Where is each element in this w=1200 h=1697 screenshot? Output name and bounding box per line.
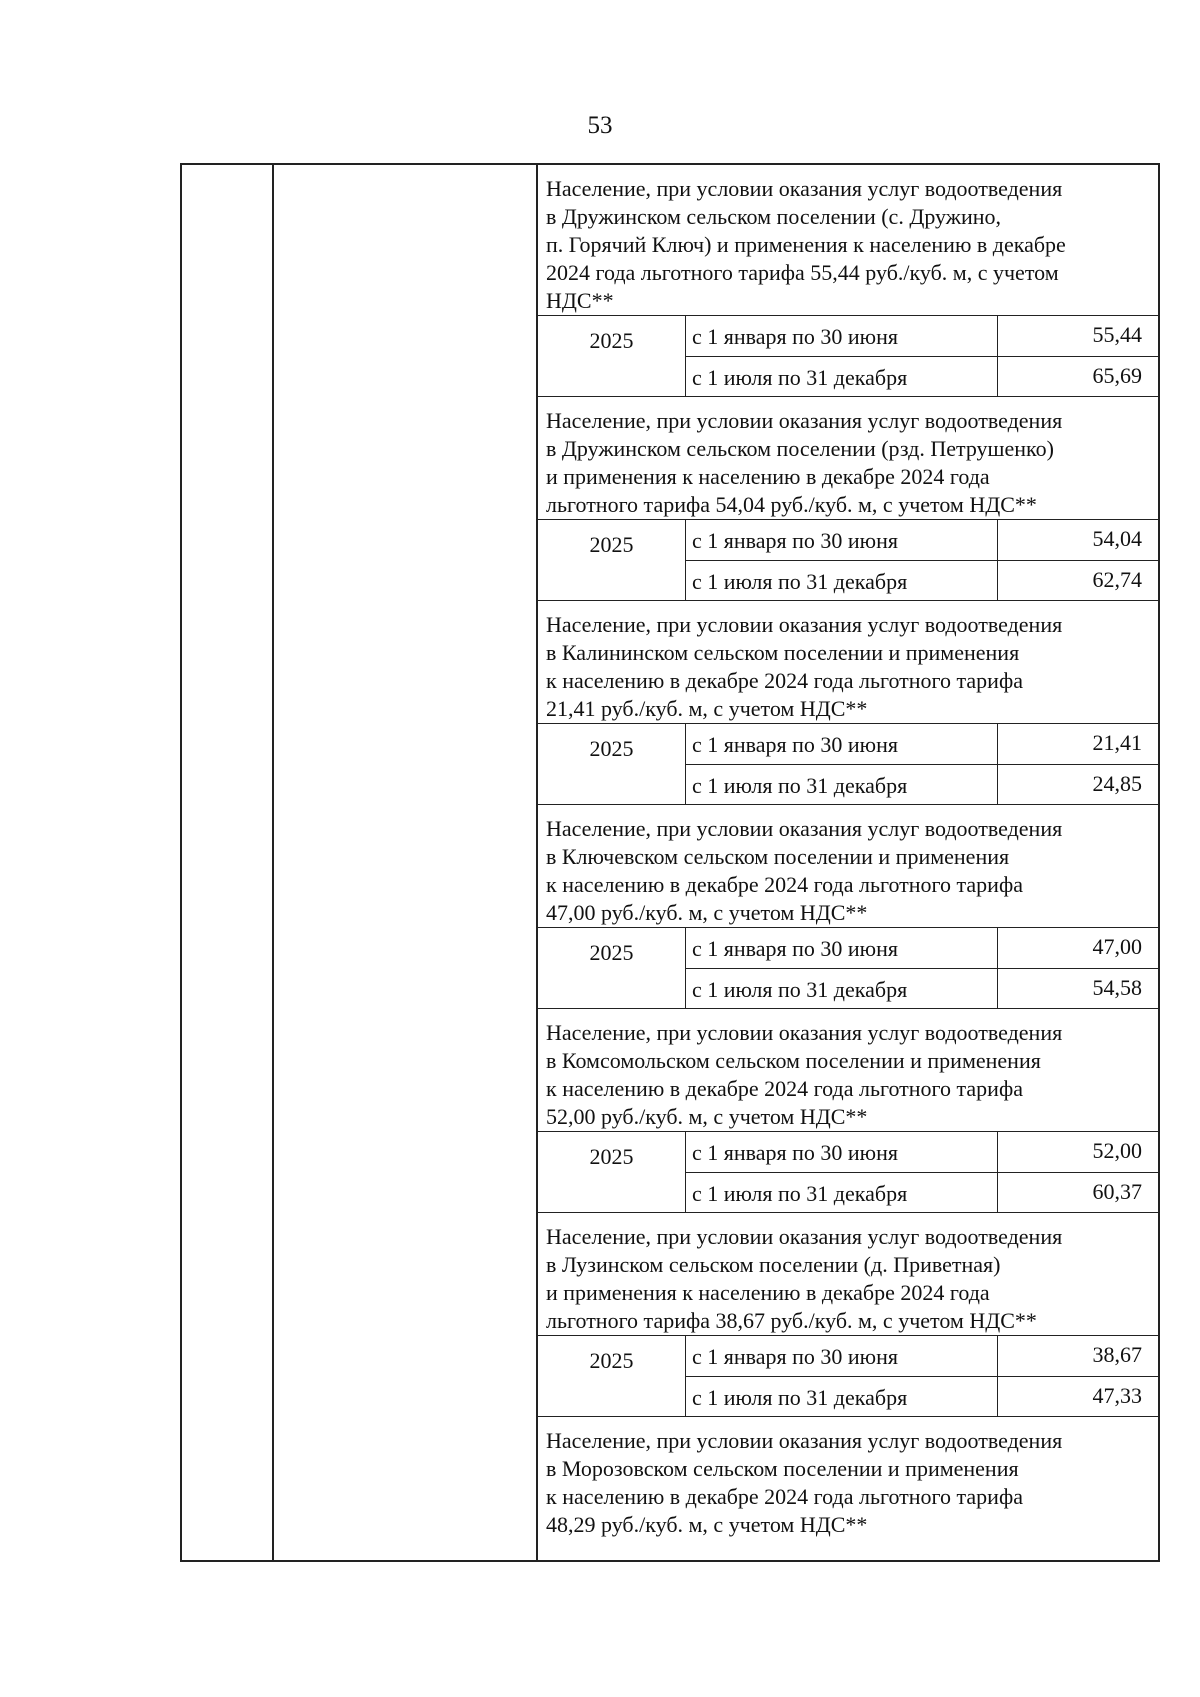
tariff-row [686,1376,1158,1416]
description-line: к населению в декабре 2024 года льготного тарифа [546,872,1023,897]
tariff-period-group [538,520,1158,601]
description-line: в Лузинском сельском поселении (д. Приветная) [546,1252,1001,1277]
tariff-value: 24,85 [1092,771,1142,796]
tariff-year: 2025 [538,928,686,1008]
tariff-year: 2025 [538,316,686,396]
tariff-period: с 1 июля по 31 декабря [686,561,998,600]
tariff-period: с 1 января по 30 июня [686,928,998,968]
tariff-period: с 1 июля по 31 декабря [686,969,998,1008]
consumer-description [538,165,1158,316]
description-line: Население, при условии оказания услуг водоотведения [546,1224,1063,1249]
tariff-period-group [538,724,1158,805]
tariff-row [686,1132,1158,1172]
description-line: п. Горячий Ключ) и применения к населению в декабре [546,232,1066,257]
tariff-column [538,165,1158,1539]
tariff-period: с 1 января по 30 июня [686,1132,998,1172]
description-line: Население, при условии оказания услуг водоотведения [546,1020,1063,1045]
description-line: к населению в декабре 2024 года льготного тарифа [546,1076,1023,1101]
description-line: Население, при условии оказания услуг водоотведения [546,1428,1063,1453]
tariff-value: 54,58 [1092,975,1142,1000]
description-line: 52,00 руб./куб. м, с учетом НДС** [546,1104,868,1129]
tariff-period: с 1 июля по 31 декабря [686,357,998,396]
tariff-period: с 1 января по 30 июня [686,1336,998,1376]
tariff-row [686,1336,1158,1376]
tariff-value: 47,00 [1092,934,1142,959]
description-line: 21,41 руб./куб. м, с учетом НДС** [546,696,868,721]
tariff-period: с 1 января по 30 июня [686,520,998,560]
description-line: Население, при условии оказания услуг водоотведения [546,408,1063,433]
tariff-value: 65,69 [1092,363,1142,388]
description-line: и применения к населению в декабре 2024 года [546,464,990,489]
tariff-period: с 1 июля по 31 декабря [686,1173,998,1212]
tariff-value: 21,41 [1092,730,1142,755]
tariff-period: с 1 июля по 31 декабря [686,765,998,804]
description-line: Население, при условии оказания услуг водоотведения [546,816,1063,841]
tariff-row [686,764,1158,804]
tariff-year: 2025 [538,724,686,804]
description-line: к населению в декабре 2024 года льготного тарифа [546,1484,1023,1509]
description-line: в Морозовском сельском поселении и применения [546,1456,1019,1481]
tariff-year: 2025 [538,520,686,600]
tariff-period: с 1 января по 30 июня [686,724,998,764]
tariff-row [686,1172,1158,1212]
tariff-period-group [538,1132,1158,1213]
tariff-value: 62,74 [1092,567,1142,592]
tariff-row [686,560,1158,600]
tariff-value: 54,04 [1092,526,1142,551]
tariff-row [686,928,1158,968]
tariff-row [686,356,1158,396]
page-number: 53 [587,112,613,139]
description-line: к населению в декабре 2024 года льготного тарифа [546,668,1023,693]
column-divider-1 [272,165,274,1560]
tariff-year: 2025 [538,1132,686,1212]
consumer-description [538,1213,1158,1336]
description-line: НДС** [546,288,614,313]
tariff-row [686,520,1158,560]
tariff-period: с 1 января по 30 июня [686,316,998,356]
tariff-year: 2025 [538,1336,686,1416]
consumer-description [538,397,1158,520]
description-line: в Дружинском сельском поселении (рзд. Петрушенко) [546,436,1054,461]
tariff-period-group [538,928,1158,1009]
description-line: льготного тарифа 54,04 руб./куб. м, с учетом НДС** [546,492,1037,517]
tariff-table [180,163,1160,1562]
tariff-value: 60,37 [1092,1179,1142,1204]
tariff-period: с 1 июля по 31 декабря [686,1377,998,1416]
description-line: в Дружинском сельском поселении (с. Дружино, [546,204,1001,229]
description-line: 47,00 руб./куб. м, с учетом НДС** [546,900,868,925]
description-line: льготного тарифа 38,67 руб./куб. м, с учетом НДС** [546,1308,1037,1333]
consumer-description [538,1417,1158,1539]
consumer-description [538,805,1158,928]
consumer-description [538,601,1158,724]
tariff-row [686,724,1158,764]
consumer-description [538,1009,1158,1132]
description-line: 2024 года льготного тарифа 55,44 руб./куб. м, с учетом [546,260,1059,285]
tariff-value: 55,44 [1092,322,1142,347]
tariff-value: 38,67 [1092,1342,1142,1367]
description-line: в Калининском сельском поселении и применения [546,640,1020,665]
description-line: Население, при условии оказания услуг водоотведения [546,176,1063,201]
tariff-value: 47,33 [1092,1383,1142,1408]
tariff-period-group [538,316,1158,397]
description-line: в Ключевском сельском поселении и применения [546,844,1010,869]
tariff-row [686,316,1158,356]
description-line: 48,29 руб./куб. м, с учетом НДС** [546,1512,868,1537]
description-line: в Комсомольском сельском поселении и применения [546,1048,1041,1073]
tariff-row [686,968,1158,1008]
tariff-value: 52,00 [1092,1138,1142,1163]
description-line: Население, при условии оказания услуг водоотведения [546,612,1063,637]
tariff-period-group [538,1336,1158,1417]
description-line: и применения к населению в декабре 2024 года [546,1280,990,1305]
